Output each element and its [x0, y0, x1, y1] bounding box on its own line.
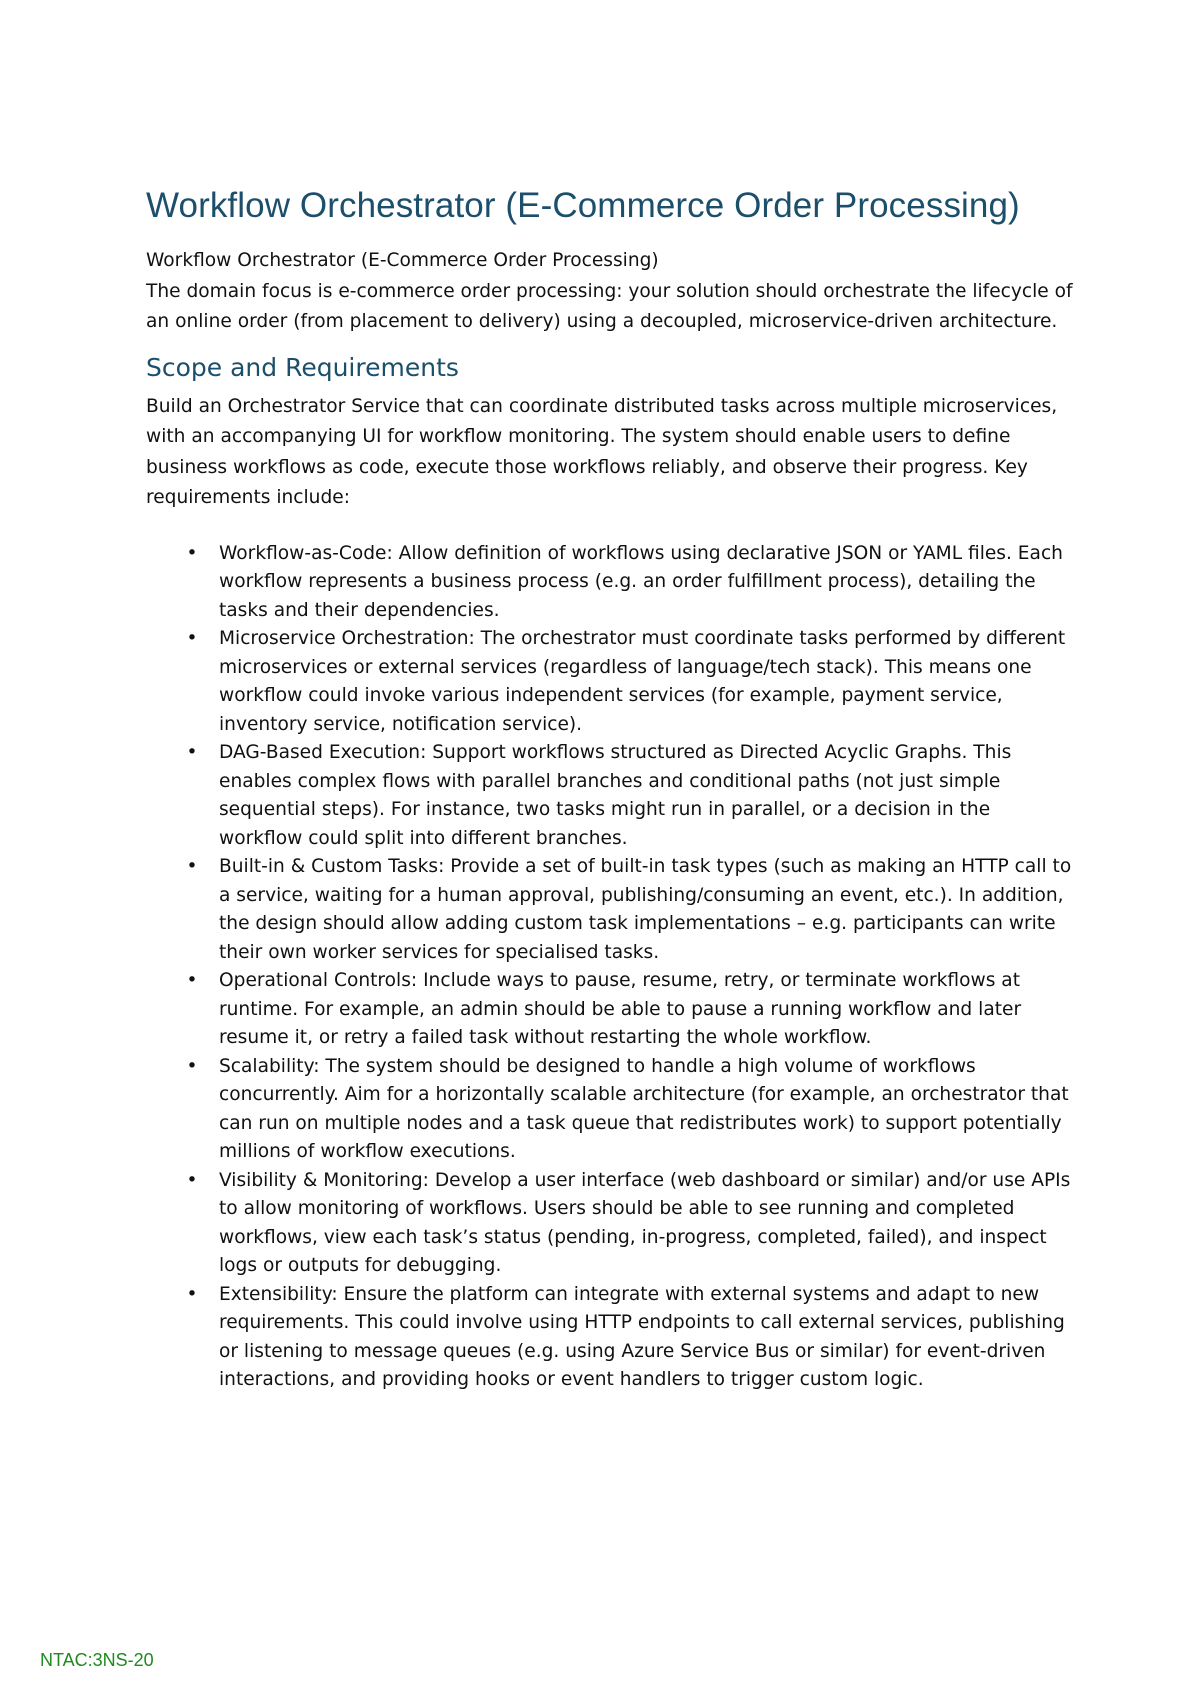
requirement-item [146, 967, 1076, 1053]
requirement-text: Microservice Orchestration: The orchestrator must coordinate tasks performed by different microservices or external services (regardless of language/tech stack). This means one workflow could invoke various independent services (for example, payment service, inventory service, notification service). [219, 628, 1066, 735]
requirement-text: DAG-Based Execution: Support workflows structured as Directed Acyclic Graphs. This enables complex flows with parallel branches and conditional paths (not just simple sequential steps). For instance, two tasks might run in parallel, or a decision in the workflow could split into different branches. [219, 742, 1012, 849]
requirement-item [146, 739, 1076, 853]
intro-section [146, 246, 1076, 338]
requirement-item [146, 1281, 1076, 1395]
document-title: Workflow Orchestrator (E-Commerce Order Processing) [146, 186, 1020, 225]
footer-code: NTAC:3NS-20 [40, 1650, 154, 1670]
scope-paragraph: Build an Orchestrator Service that can coordinate distributed tasks across multiple microservices, with an accompanying UI for workflow monitoring. The system should enable users to define business workflows as code, execute those workflows reliably, and observe their progress. Key requirements include: [146, 395, 1058, 508]
requirement-item [146, 1053, 1076, 1167]
bullet-icon: • [186, 856, 198, 877]
requirement-text: Scalability: The system should be designed to handle a high volume of workflows concurrently. Aim for a horizontally scalable architecture (for example, an orchestrator that can run on multiple nodes and a task queue that redistributes work) to support potentially millions of workflow executions. [219, 1055, 1069, 1162]
bullet-icon: • [186, 628, 198, 649]
requirement-item [146, 1167, 1076, 1281]
requirement-text: Visibility & Monitoring: Develop a user interface (web dashboard or similar) and/or use APIs to allow monitoring of workflows. Users should be able to see running and completed workflows, view each task’s status (pending, in-progress, completed, failed), and inspect logs or outputs for debugging. [219, 1169, 1071, 1276]
intro-subtitle: Workflow Orchestrator (E-Commerce Order Processing) [146, 250, 659, 271]
bullet-icon: • [186, 1169, 198, 1191]
requirement-item [146, 540, 1076, 626]
scope-heading: Scope and Requirements [146, 352, 459, 382]
requirements-list [146, 540, 1076, 1395]
document-page [146, 186, 1076, 1395]
requirement-item [146, 853, 1076, 967]
requirement-text: Extensibility: Ensure the platform can integrate with external systems and adapt to new requirements. This could involve using HTTP endpoints to call external services, publishing or listening to message queues (e.g. using Azure Service Bus or similar) for event-driven interactions, and providing hooks or event handlers to trigger custom logic. [219, 1283, 1065, 1390]
bullet-icon: • [186, 1283, 198, 1305]
bullet-icon: • [186, 542, 198, 564]
bullet-icon: • [186, 1055, 198, 1077]
requirement-text: Operational Controls: Include ways to pause, resume, retry, or terminate workflows at runtime. For example, an admin should be able to pause a running workflow and later resume it, or retry a failed task without restarting the whole workflow. [219, 970, 1022, 1048]
intro-body: The domain focus is e-commerce order processing: your solution should orchestrate the lifecycle of an online order (from placement to delivery) using a decoupled, microservice-driven architecture. [146, 280, 1073, 332]
bullet-icon: • [186, 742, 198, 763]
bullet-icon: • [186, 970, 198, 991]
requirement-text: Built-in & Custom Tasks: Provide a set of built-in task types (such as making an HTTP call to a service, waiting for a human approval, publishing/consuming an event, etc.). In addition, the design should allow adding custom task implementations – e.g. participants can write their own worker services for specialised tasks. [219, 856, 1072, 963]
requirement-text: Workflow-as-Code: Allow definition of workflows using declarative JSON or YAML files. Each workflow represents a business process (e.g. an order fulfillment process), detailing the tasks and their dependencies. [219, 542, 1063, 621]
requirement-item [146, 625, 1076, 739]
